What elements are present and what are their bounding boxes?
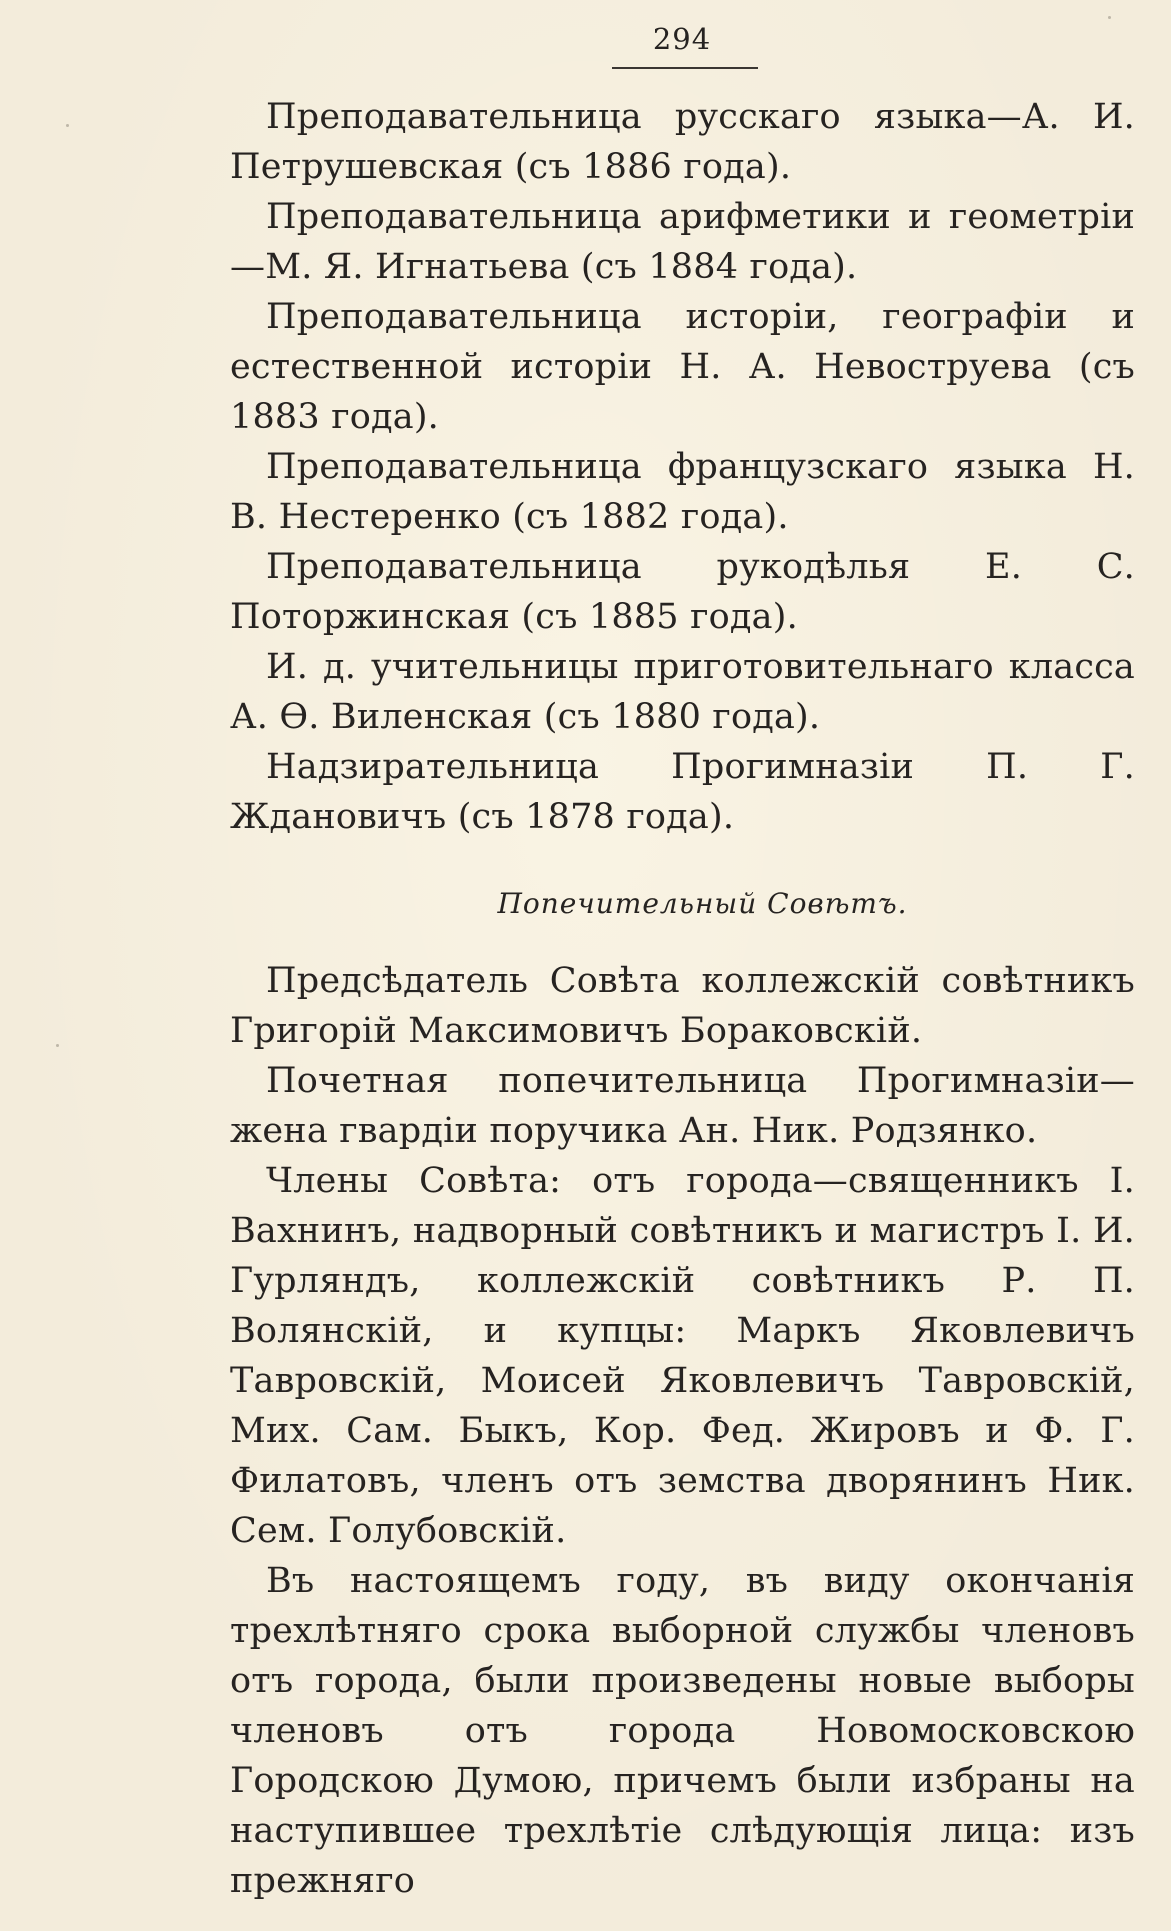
- paragraph-council-chairman: Предсѣдатель Совѣта коллежскій совѣтникъ Григорій Максимовичъ Бораковскій.: [230, 961, 1135, 1051]
- paragraph-preparatory-teacher: И. д. учительницы приготовительнаго класса А. Ѳ. Виленская (съ 1880 года).: [230, 647, 1135, 737]
- paragraph-supervisor: Надзирательница Прогимназіи П. Г. Ждановичъ (съ 1878 года).: [230, 747, 1135, 837]
- paper-speck: [66, 124, 69, 127]
- paragraph-needlework-teacher: Преподавательница рукодѣлья Е. С. Поторжинская (съ 1885 года).: [230, 547, 1135, 637]
- paragraph-arithmetic-teacher: Преподавательница арифметики и геометріи—М. Я. Игнатьева (съ 1884 года).: [230, 197, 1135, 287]
- paragraph-french-teacher: Преподавательница французскаго языка Н. В. Нестеренко (съ 1882 года).: [230, 447, 1135, 537]
- section-heading: Попечительный Совѣтъ.: [497, 887, 908, 920]
- paragraph-honorary-trustee: Почетная попечительница Прогимназіи—жена гвардіи поручика Ан. Ник. Родзянко.: [230, 1061, 1135, 1151]
- page-number-rule: [612, 67, 758, 69]
- page-number: 294: [652, 22, 712, 56]
- paragraph-russian-teacher: Преподавательница русскаго языка—А. И. Петрушевская (съ 1886 года).: [230, 97, 1135, 187]
- paragraph-elections: Въ настоящемъ году, въ виду окончанія трехлѣтняго срока выборной службы членовъ отъ города, были произведены новые выборы членовъ отъ города Новомосковскою Городскою Думою, причемъ были избраны на наступившее трехлѣтіе слѣдующія лица: изъ прежняго: [230, 1561, 1135, 1901]
- paragraph-history-teacher: Преподавательница исторіи, географіи и естественной исторіи Н. А. Невоструева (съ 1883 года).: [230, 297, 1135, 437]
- paper-speck: [1108, 16, 1111, 19]
- paper-speck: [56, 1044, 59, 1047]
- page-body: [230, 92, 1135, 1906]
- paragraph-council-members: Члены Совѣта: отъ города—священникъ І. Вахнинъ, надворный совѣтникъ и магистръ І. И. Гурляндъ, коллежскій совѣтникъ Р. П. Волянскій, и купцы: Маркъ Яковлевичъ Тавровскій, Моисей Яковлевичъ Тавровскій, Мих. Сам. Быкъ, Кор. Фед. Жировъ и Ф. Г. Филатовъ, членъ отъ земства дворянинъ Ник. Сем. Голубовскій.: [230, 1161, 1135, 1551]
